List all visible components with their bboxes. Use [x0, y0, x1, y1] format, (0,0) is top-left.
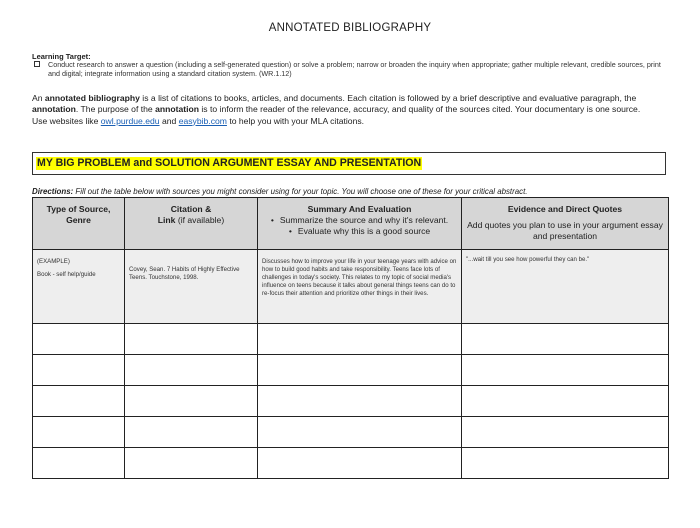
intro-text: to help you with your MLA citations. — [226, 115, 365, 126]
directions-body: Fill out the table below with sources you might consider using for your topic. You will choose one of these for your critical abstract. — [73, 187, 528, 196]
example-summary: Discusses how to improve your life in your teenage years with advice on how to build good habits and take responsibility. Teens face lots of challenges in today's society. This relates to my topic of social media's influence on teens because it talks about general things teens can do to re-focus their attention and prioritize other things in their lives. — [262, 258, 457, 297]
intro-bold-term: annotated bibliography — [44, 93, 140, 103]
header-text: Link — [157, 215, 176, 225]
intro-text: is to inform the reader of the relevance, accuracy, and quality of the sources cited. Your documentary is one source. — [199, 104, 641, 115]
table-cell[interactable] — [462, 355, 669, 386]
header-text: Type of Source, — [46, 204, 111, 214]
intro-text: and — [159, 115, 179, 126]
header-citation — [125, 198, 258, 250]
table-cell[interactable] — [125, 386, 258, 417]
header-evidence-quotes — [462, 198, 669, 250]
table-row — [33, 448, 669, 479]
intro-text: is a list of citations to books, articles, and documents. Each citation is followed by a brief descriptive and evaluative paragraph, the — [139, 93, 637, 103]
table-cell[interactable] — [462, 448, 669, 479]
table-cell[interactable] — [462, 386, 669, 417]
table-row — [33, 355, 669, 386]
header-text: Evidence and Direct Quotes — [507, 204, 623, 214]
document-title: ANNOTATED BIBLIOGRAPHY — [268, 22, 432, 34]
checkbox-bullet-icon — [34, 61, 40, 67]
table-cell[interactable] — [258, 417, 462, 448]
learning-target-heading: Learning Target: — [32, 52, 91, 61]
intro-text: Use websites like — [32, 115, 101, 126]
table-cell[interactable] — [33, 386, 125, 417]
header-summary-evaluation — [258, 198, 462, 250]
table-row — [33, 386, 669, 417]
table-cell[interactable] — [462, 324, 669, 355]
table-cell[interactable] — [258, 386, 462, 417]
table-cell[interactable] — [125, 355, 258, 386]
intro-bold-term: annotation — [32, 104, 76, 115]
table-cell[interactable] — [462, 417, 669, 448]
header-bullet-list — [262, 215, 457, 237]
intro-text: An — [32, 93, 45, 103]
easybib-link[interactable]: easybib.com — [178, 115, 227, 126]
header-subtext: (if available) — [175, 215, 225, 225]
table-cell[interactable] — [33, 355, 125, 386]
table-cell[interactable] — [33, 417, 125, 448]
table-cell[interactable] — [33, 324, 125, 355]
header-subtext: Add quotes you plan to use in your argument essay and presentation — [467, 220, 663, 241]
assignment-banner-text: MY BIG PROBLEM and SOLUTION ARGUMENT ESSAY AND PRESENTATION — [37, 157, 422, 169]
intro-text: . The purpose of the — [75, 104, 156, 115]
learning-target-item: Conduct research to answer a question (including a self-generated question) or solve a problem; narrow or broaden the inquiry when appropriate; gather multiple relevant, credible sources, print and digital; integrate information using a standard citation system. (WR.1.12) — [48, 60, 661, 78]
table-header-row — [33, 198, 669, 250]
example-type-cell[interactable] — [33, 250, 125, 324]
table-cell[interactable] — [125, 417, 258, 448]
table-cell[interactable] — [125, 324, 258, 355]
header-text: Summary And Evaluation — [307, 204, 412, 214]
table-cell[interactable] — [258, 448, 462, 479]
header-text: Genre — [66, 215, 91, 225]
table-row — [33, 417, 669, 448]
owl-purdue-link[interactable]: owl.purdue.edu — [100, 115, 160, 126]
table-row — [33, 324, 669, 355]
example-citation: Covey, Sean. 7 Habits of Highly Effective Teens. Touchstone, 1998. — [129, 266, 240, 281]
table-cell[interactable] — [258, 324, 462, 355]
example-row — [33, 250, 669, 324]
assignment-banner — [32, 152, 666, 175]
example-quote: "...wait till you see how powerful they can be." — [466, 256, 590, 263]
directions-text — [32, 187, 672, 196]
header-type-of-source — [33, 198, 125, 250]
bibliography-table — [32, 197, 669, 479]
table-cell[interactable] — [258, 355, 462, 386]
header-bullet: • Evaluate why this is a good source — [262, 226, 457, 237]
directions-label: Directions: — [32, 187, 74, 196]
example-citation-cell[interactable] — [125, 250, 258, 324]
header-bullet: • Summarize the source and why it's relevant. — [262, 215, 457, 226]
intro-bold-term: annotation — [155, 104, 199, 115]
header-text: Citation & — [170, 204, 212, 214]
example-type: Book - self help/guide — [37, 271, 96, 278]
example-quote-cell[interactable] — [462, 250, 669, 324]
table-cell[interactable] — [125, 448, 258, 479]
example-label: (EXAMPLE) — [37, 258, 70, 265]
table-cell[interactable] — [33, 448, 125, 479]
intro-paragraph — [32, 93, 668, 127]
example-summary-cell[interactable] — [258, 250, 462, 324]
